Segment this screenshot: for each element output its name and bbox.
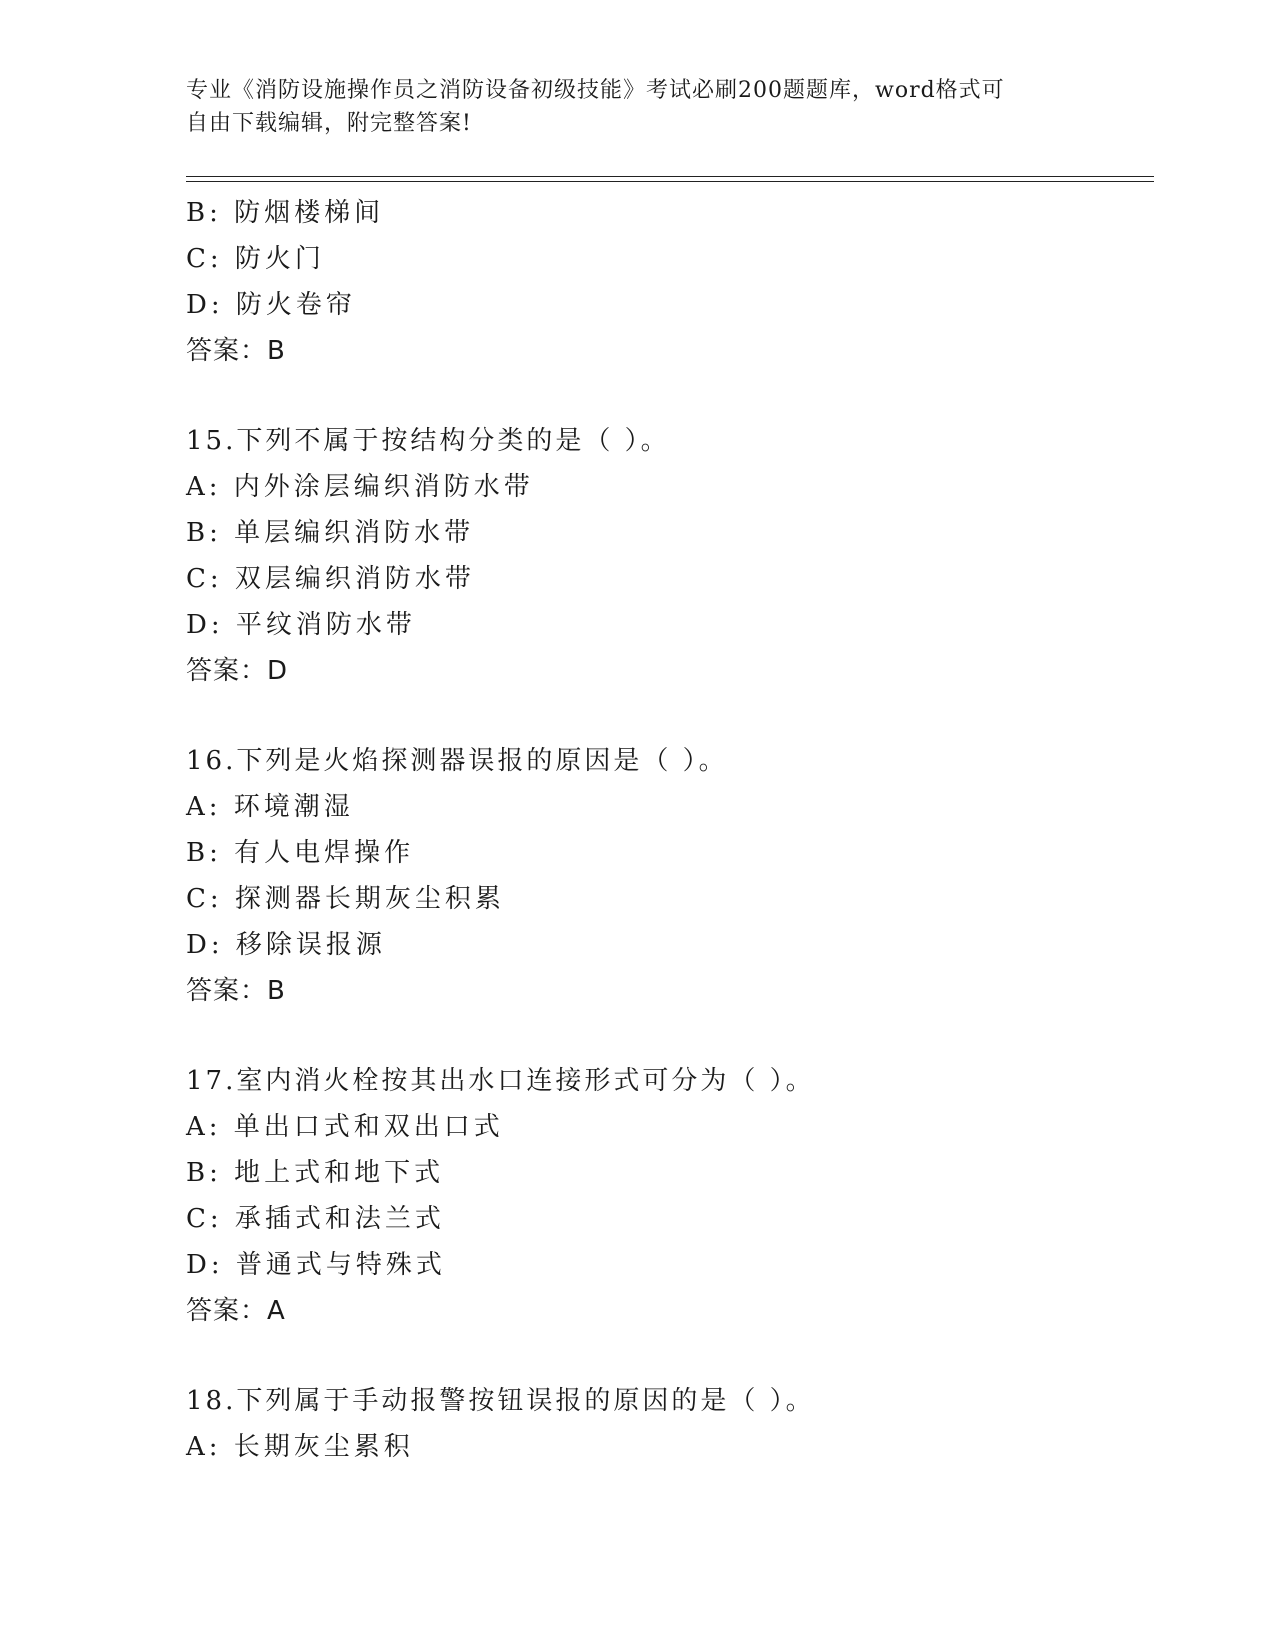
question-17 <box>186 1058 1154 1334</box>
spacer <box>186 1334 1154 1378</box>
spacer <box>186 694 1154 738</box>
option-a: A: 内外涂层编织消防水带 <box>186 472 534 502</box>
option-d: D: 防火卷帘 <box>186 290 356 320</box>
question-list <box>186 190 1154 1470</box>
option-d: D: 普通式与特殊式 <box>186 1250 446 1280</box>
option-c: C: 双层编织消防水带 <box>186 564 475 594</box>
answer: 答案：A <box>186 1296 286 1326</box>
spacer <box>186 374 1154 418</box>
question-text: 16.下列是火焰探测器误报的原因是（ ）。 <box>186 746 728 776</box>
header-line-2: 自由下载编辑，附完整答案! <box>186 111 472 136</box>
header-line-1: 专业《消防设施操作员之消防设备初级技能》考试必刷200题题库，word格式可 <box>186 78 1005 103</box>
option-c: C: 探测器长期灰尘积累 <box>186 884 505 914</box>
question-15 <box>186 418 1154 694</box>
spacer <box>186 1014 1154 1058</box>
option-a: A: 长期灰尘累积 <box>186 1432 414 1462</box>
header-divider-bottom <box>186 181 1154 182</box>
option-d: D: 移除误报源 <box>186 930 386 960</box>
question-text: 17.室内消火栓按其出水口连接形式可分为（ ）。 <box>186 1066 815 1096</box>
option-a: A: 环境潮湿 <box>186 792 354 822</box>
question-text: 18.下列属于手动报警按钮误报的原因的是（ ）。 <box>186 1386 815 1416</box>
answer: 答案：B <box>186 976 286 1006</box>
answer: 答案：B <box>186 336 286 366</box>
option-a: A: 单出口式和双出口式 <box>186 1112 504 1142</box>
question-16 <box>186 738 1154 1014</box>
document-header <box>186 74 1086 140</box>
option-b: B: 地上式和地下式 <box>186 1158 445 1188</box>
option-b: B: 防烟楼梯间 <box>186 198 385 228</box>
question-14-continued <box>186 190 1154 374</box>
question-text: 15.下列不属于按结构分类的是（ ）。 <box>186 426 670 456</box>
option-c: C: 防火门 <box>186 244 325 274</box>
option-b: B: 单层编织消防水带 <box>186 518 475 548</box>
option-c: C: 承插式和法兰式 <box>186 1204 445 1234</box>
answer: 答案：D <box>186 656 289 686</box>
option-b: B: 有人电焊操作 <box>186 838 415 868</box>
header-divider-top <box>186 176 1154 177</box>
question-18 <box>186 1378 1154 1470</box>
option-d: D: 平纹消防水带 <box>186 610 416 640</box>
